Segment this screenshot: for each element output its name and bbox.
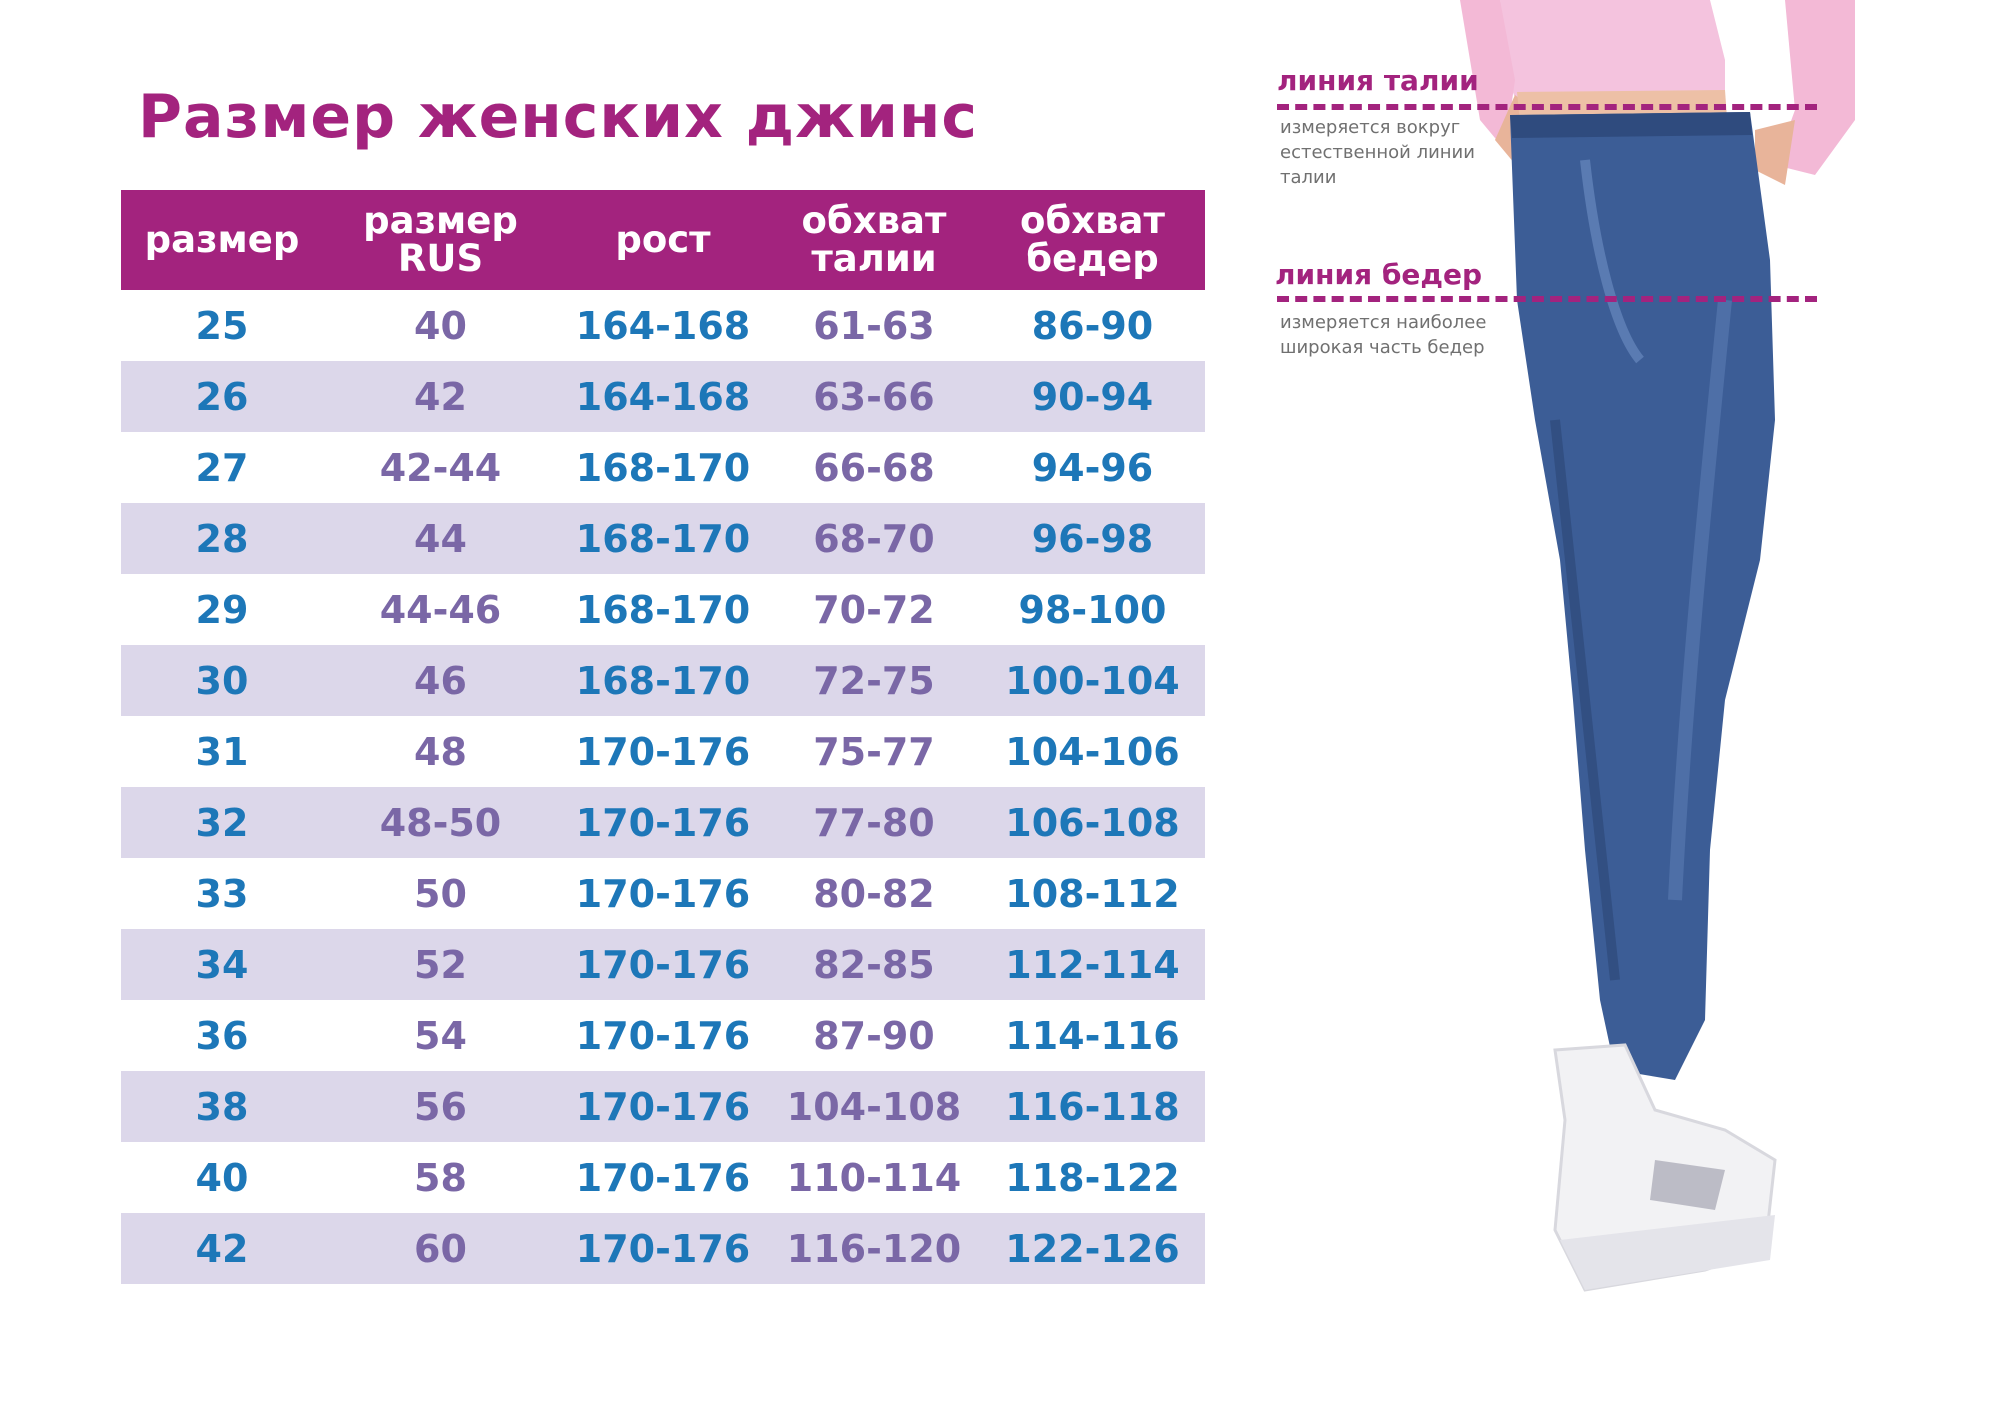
cell-size: 28: [121, 503, 323, 574]
table-row: [121, 290, 1205, 361]
cell-size-rus: 44: [323, 503, 558, 574]
table-row: [121, 574, 1205, 645]
cell-size-rus: 52: [323, 929, 558, 1000]
cell-size: 27: [195, 445, 249, 490]
table-row: [121, 645, 1205, 716]
hips-line-title: линия бедер: [1275, 258, 1483, 291]
jeans-model-figure: [1255, 0, 2008, 1418]
table-row: [121, 716, 1205, 787]
cell-hips: 100-104: [980, 645, 1205, 716]
cell-height: 170-176: [575, 871, 751, 916]
size-table: [121, 190, 1205, 1284]
table-row: [121, 929, 1205, 1000]
cell-waist: 68-70: [768, 503, 980, 574]
cell-size-rus: 42: [323, 361, 558, 432]
cell-height: 164-168: [575, 303, 751, 348]
waist-line-description: измеряется вокруг естественной линии талии: [1280, 117, 1475, 188]
header-size: размер: [121, 190, 323, 290]
cell-size: 31: [195, 729, 249, 774]
cell-size-rus: 56: [323, 1071, 558, 1142]
cell-size-rus: 50: [414, 871, 467, 916]
cell-size: 30: [121, 645, 323, 716]
cell-size: 42: [121, 1213, 323, 1284]
cell-height: 164-168: [558, 361, 768, 432]
cell-size: 33: [195, 871, 249, 916]
waist-dashed-line: [1277, 104, 1817, 110]
cell-waist: 66-68: [813, 445, 935, 490]
cell-height: 168-170: [558, 503, 768, 574]
cell-height: 170-176: [558, 1213, 768, 1284]
cell-height: 168-170: [558, 645, 768, 716]
cell-hips: 116-118: [980, 1071, 1205, 1142]
header-height: рост: [558, 190, 768, 290]
table-row: [121, 1000, 1205, 1071]
jeans-model-illustration: [1255, 0, 2008, 1418]
header-size-rus: размер RUS: [323, 190, 558, 290]
cell-height: 170-176: [575, 1013, 751, 1058]
cell-size: 25: [195, 303, 249, 348]
cell-size-rus: 58: [414, 1155, 467, 1200]
cell-hips: 122-126: [980, 1213, 1205, 1284]
cell-hips: 94-96: [1031, 445, 1154, 490]
page-title: Размер женских джинс: [138, 82, 978, 152]
cell-hips: 98-100: [1018, 587, 1167, 632]
cell-waist: 70-72: [813, 587, 935, 632]
cell-size-rus: 54: [414, 1013, 467, 1058]
pink-top-shape: [1500, 0, 1725, 98]
cell-size: 26: [121, 361, 323, 432]
cell-size: 32: [121, 787, 323, 858]
waist-line-title: линия талии: [1277, 64, 1479, 97]
cell-size-rus: 48: [414, 729, 467, 774]
cell-size: 29: [195, 587, 249, 632]
cell-hips: 106-108: [980, 787, 1205, 858]
cell-size-rus: 60: [323, 1213, 558, 1284]
header-waist: обхват талии: [768, 190, 980, 290]
cell-height: 170-176: [575, 729, 751, 774]
hips-dashed-line: [1277, 296, 1817, 302]
cell-size: 36: [195, 1013, 249, 1058]
cell-hips: 86-90: [1031, 303, 1154, 348]
table-row: [121, 432, 1205, 503]
cell-height: 170-176: [558, 1071, 768, 1142]
cell-size-rus: 48-50: [323, 787, 558, 858]
cell-height: 170-176: [575, 1155, 751, 1200]
cell-waist: 110-114: [786, 1155, 962, 1200]
cell-hips: 96-98: [980, 503, 1205, 574]
cell-waist: 72-75: [768, 645, 980, 716]
table-row: [121, 503, 1205, 574]
cell-waist: 116-120: [768, 1213, 980, 1284]
cell-waist: 61-63: [813, 303, 935, 348]
table-row: [121, 858, 1205, 929]
cell-height: 170-176: [558, 787, 768, 858]
cell-size-rus: 40: [414, 303, 467, 348]
table-row: [121, 1142, 1205, 1213]
cell-size-rus: 46: [323, 645, 558, 716]
hips-line-description: измеряется наиболее широкая часть бедер: [1280, 312, 1487, 358]
table-row: [121, 1213, 1205, 1284]
cell-waist: 63-66: [768, 361, 980, 432]
cell-size: 38: [121, 1071, 323, 1142]
header-hips: обхват бедер: [980, 190, 1205, 290]
table-row: [121, 361, 1205, 432]
cell-height: 168-170: [575, 445, 751, 490]
cell-waist: 80-82: [813, 871, 935, 916]
cell-size: 40: [195, 1155, 249, 1200]
table-row: [121, 1071, 1205, 1142]
cell-hips: 104-106: [1005, 729, 1180, 774]
cell-hips: 108-112: [1005, 871, 1180, 916]
cell-height: 168-170: [575, 587, 751, 632]
cell-hips: 118-122: [1005, 1155, 1180, 1200]
cell-waist: 87-90: [813, 1013, 935, 1058]
cell-waist: 75-77: [813, 729, 935, 774]
cell-waist: 104-108: [768, 1071, 980, 1142]
cell-hips: 90-94: [980, 361, 1205, 432]
table-header-row: [121, 190, 1205, 290]
cell-waist: 77-80: [768, 787, 980, 858]
cell-size-rus: 42-44: [379, 445, 502, 490]
cell-size: 34: [121, 929, 323, 1000]
cell-waist: 82-85: [768, 929, 980, 1000]
table-row: [121, 787, 1205, 858]
cell-size-rus: 44-46: [379, 587, 502, 632]
jeans-shape: [1510, 112, 1775, 1080]
cell-hips: 112-114: [980, 929, 1205, 1000]
cell-hips: 114-116: [1005, 1013, 1180, 1058]
cell-height: 170-176: [558, 929, 768, 1000]
